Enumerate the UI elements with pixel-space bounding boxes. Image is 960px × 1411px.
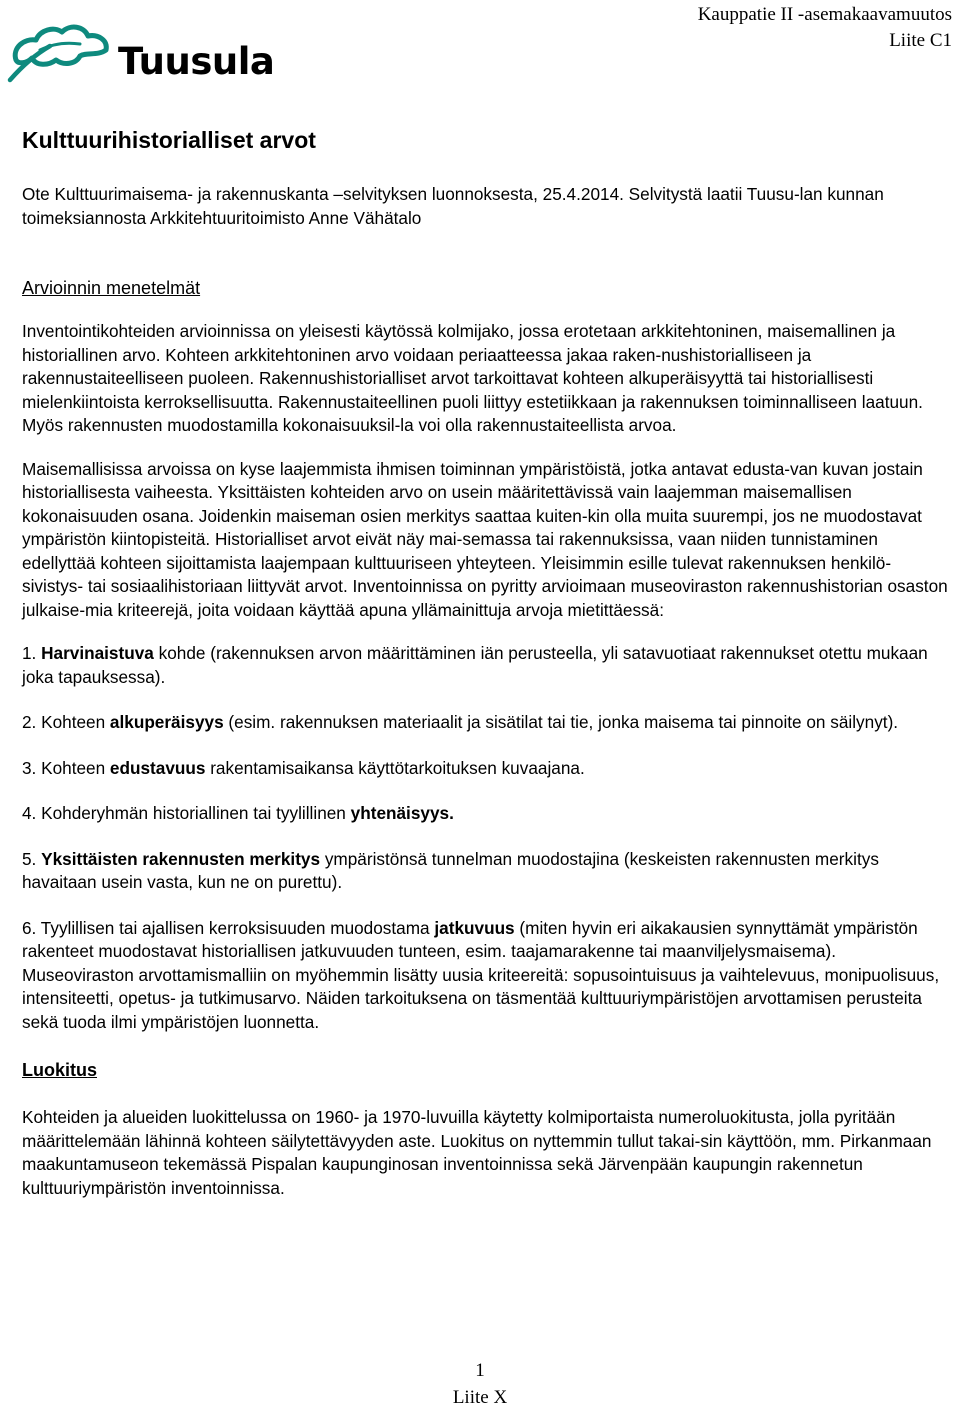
methods-heading: Arvioinnin menetelmät (22, 278, 201, 298)
criterion-item: 5. Yksittäisten rakennusten merkitys ympäristönsä tunnelman muodostajina (keskeisten rakennusten merkitys havaitaan usein vasta, kun ne on purettu). (22, 848, 879, 892)
intro-paragraph: Ote Kulttuurimaisema- ja rakennuskanta –selvityksen luonnoksesta, 25.4.2014. Selvitystä laatii Tuusu-lan kunnan toimeksiannosta Arkkitehtuuritoimisto Anne Vähätalo (22, 184, 884, 228)
classification-paragraph: Kohteiden ja alueiden luokittelussa on 1960- ja 1970-luvuilla käytetty kolmiportaista numeroluokitusta, jolla pyritään määrittelemään lähinnä kohteen säilytettävyyden aste. Luokitus on nyttemmin tullut takai-sin käyttöön, mm. Pirkanmaan maakuntamuseon tekemässä Pispalan kaupunginosan inventoinnissa sekä Järvenpään kaupungin rakennetun kulttuuriympäristön inventoinnissa. (22, 1107, 932, 1198)
methods-paragraph-1: Inventointikohteiden arvioinnissa on yleisesti käytössä kolmijako, jossa erotetaan arkkitehtoninen, maisemallinen ja historiallinen arvo. Kohteen arkkitehtoninen arvo voidaan periaatteessa jakaa raken-nushistorialliseen ja rakennustaiteelliseen puoleen. Rakennushistorialliset arvot tarkoittavat kohteen alkuperäisyyttä tai historiallisesti mielenkiintoista kerroksellisuutta. Rakennustaiteellinen puoli liittyy estetiikkaan ja rakennuksen toiminnalliseen laatuun. Myös rakennusten muodostamilla kokonaisuuksil-la voi olla rakennustaiteellista arvoa. (22, 321, 923, 435)
document-title: Kauppatie II -asemakaavamuutos (697, 4, 952, 25)
tuusula-logo (6, 20, 281, 84)
classification-heading: Luokitus (22, 1060, 97, 1080)
methods-paragraph-3: Museoviraston arvottamismalliin on myöhemmin lisätty uusia kriteereitä: sopusointuisuus ja vaihtelevuus, monipuolisuus, intensiteetti, opetus- ja tutkimusarvo. Näiden tarkoituksena on täsmentää kulttuuriympäristöjen arvottamisen perusteita sekä tuoda ilmi ympäristöjen luonnetta. (22, 964, 940, 1032)
document-body (22, 125, 952, 1200)
footer-appendix: Liite X (452, 1387, 508, 1408)
criterion-item: 1. Harvinaistuva kohde (rakennuksen arvon määrittäminen iän perusteella, yli satavuotiaat rakennukset otettu mukaan joka tapauksessa). (22, 643, 928, 687)
logo-wordmark: Tuusula (118, 40, 275, 83)
criterion-item: 3. Kohteen edustavuus rakentamisaikansa käyttötarkoituksen kuvaajana. (22, 757, 585, 778)
page-footer (0, 1357, 960, 1411)
methods-paragraph-2: Maisemallisissa arvoissa on kyse laajemmista ihmisen toiminnan ympäristöistä, jotka antavat edusta-van kuvan jostain historiallisesta vaiheesta. Yksittäisten kohteiden arvo on usein määritettävissä vain laajemman maisemallisen kokonaisuuden osana. Joidenkin maiseman osien merkitys saattaa kuiten-kin olla muita suurempi, jos ne muodostavat ympäristön kiintopisteitä. Historialliset arvot eivät näy mai-semassa tai rakennuksissa, vaan niiden tunnistaminen edellyttää kohteen sijoittamista laajempaan kulttuuriseen yhteyteen. Yleisimmin esille tulevat rakennuksen henkilö- sivistys- tai sosiaalihistoriaan liittyvät arvot. Inventoinnissa on pyritty arvioimaan museoviraston rakennushistorian osaston julkaise-mia kriteerejä, joita voidaan käyttää apuna yllämainittuja arvoja mietittäessä: (22, 458, 948, 620)
criterion-item: 2. Kohteen alkuperäisyys (esim. rakennuksen materiaalit ja sisätilat tai tie, jonka maisema tai pinnoite on säilynyt). (22, 712, 899, 732)
oak-leaf-icon (6, 20, 116, 84)
document-header (698, 2, 952, 54)
criterion-item: 4. Kohderyhmän historiallinen tai tyylillinen yhtenäisyys. (22, 803, 454, 823)
appendix-label: Liite C1 (889, 30, 952, 51)
page-title: Kulttuurihistorialliset arvot (22, 127, 316, 153)
page-number: 1 (475, 1360, 485, 1381)
criterion-item: 6. Tyylillisen tai ajallisen kerroksisuuden muodostama jatkuvuus (miten hyvin eri aikakausien synnyttämät ympäristön rakenteet muodostavat historiallisen jatkuvuuden tunteen, esim. taajamarakenne tai maanviljelysmaisema). (22, 917, 918, 961)
